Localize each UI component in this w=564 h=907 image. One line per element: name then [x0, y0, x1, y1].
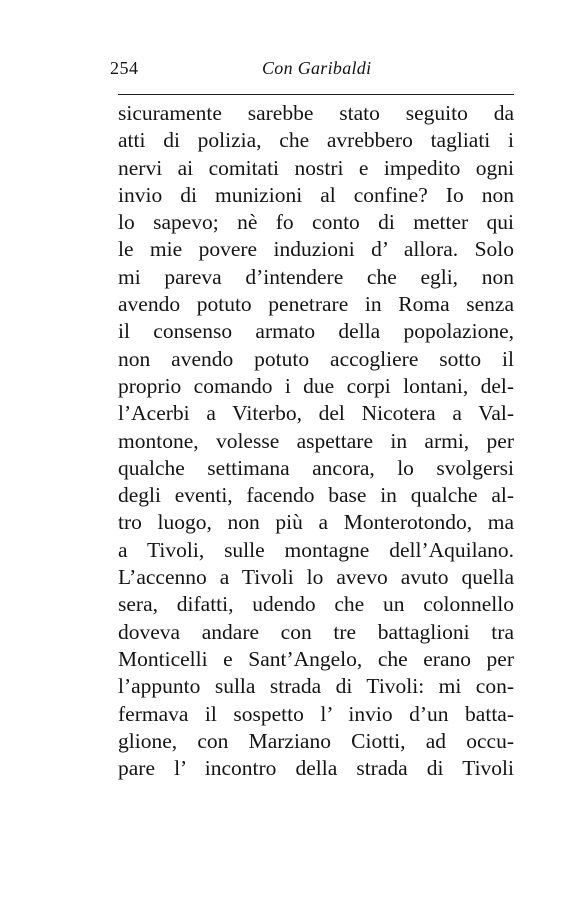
- running-head: [110, 58, 515, 82]
- text-line: degli eventi, facendo base in qualche al-: [118, 483, 514, 508]
- header-rule: [118, 94, 514, 95]
- text-line: sera, difatti, udendo che un colonnello: [118, 592, 514, 617]
- page-number: 254: [110, 58, 139, 78]
- text-line: qualche settimana ancora, lo svolgersi: [118, 455, 514, 480]
- text-line: glione, con Marziano Ciotti, ad occu-: [118, 728, 514, 753]
- text-line: lo sapevo; nè fo conto di metter qui: [118, 210, 514, 235]
- text-line: Monticelli e Sant’Angelo, che erano per: [118, 646, 514, 671]
- text-line: montone, volesse aspettare in armi, per: [118, 428, 514, 453]
- text-line: pare l’ incontro della strada di Tivoli: [118, 756, 514, 781]
- text-line: non avendo potuto accogliere sotto il: [118, 346, 514, 371]
- text-line: mi pareva d’intendere che egli, non: [118, 264, 514, 289]
- text-line: proprio comando i due corpi lontani, del-: [118, 373, 514, 398]
- text-line: il consenso armato della popolazione,: [118, 319, 514, 344]
- text-line: a Tivoli, sulle montagne dell’Aquilano.: [118, 537, 514, 562]
- text-line: l’appunto sulla strada di Tivoli: mi con-: [118, 674, 514, 699]
- text-line: L’accenno a Tivoli lo avevo avuto quella: [118, 565, 514, 590]
- text-line: l’Acerbi a Viterbo, del Nicotera a Val-: [118, 401, 514, 426]
- text-line: fermava il sospetto l’ invio d’un batta-: [118, 701, 514, 726]
- text-line: invio di munizioni al confine? Io non: [118, 182, 514, 207]
- text-line: nervi ai comitati nostri e impedito ogni: [118, 155, 514, 180]
- text-line: atti di polizia, che avrebbero tagliati i: [118, 128, 514, 153]
- text-line: tro luogo, non più a Monterotondo, ma: [118, 510, 514, 535]
- text-line: doveva andare con tre battaglioni tra: [118, 619, 514, 644]
- body-text: [118, 100, 514, 782]
- running-title: Con Garibaldi: [262, 58, 372, 78]
- text-line: le mie povere induzioni d’ allora. Solo: [118, 237, 514, 262]
- text-line: avendo potuto penetrare in Roma senza: [118, 292, 514, 317]
- text-line: sicuramente sarebbe stato seguito da: [118, 101, 514, 125]
